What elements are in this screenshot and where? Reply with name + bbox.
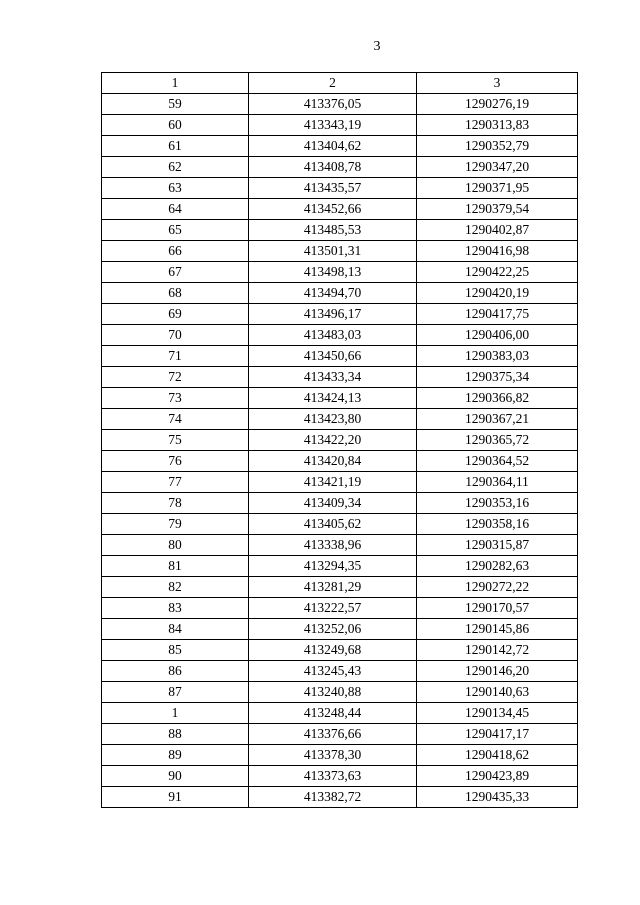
table-row [102, 199, 578, 220]
table-row [102, 493, 578, 514]
table-row [102, 241, 578, 262]
x-coordinate-cell: 413248,44 [249, 703, 417, 724]
x-coordinate-cell: 413435,57 [249, 178, 417, 199]
point-number-cell: 74 [102, 409, 249, 430]
y-coordinate-cell: 1290417,75 [417, 304, 578, 325]
point-number-cell: 64 [102, 199, 249, 220]
y-coordinate-cell: 1290276,19 [417, 94, 578, 115]
page-number-text: 3 [373, 39, 381, 54]
table-row [102, 220, 578, 241]
point-number-cell: 86 [102, 661, 249, 682]
point-number-cell: 77 [102, 472, 249, 493]
x-coordinate-cell: 413252,06 [249, 619, 417, 640]
x-coordinate-cell: 413240,88 [249, 682, 417, 703]
table-row [102, 325, 578, 346]
point-number-cell: 83 [102, 598, 249, 619]
y-coordinate-cell: 1290379,54 [417, 199, 578, 220]
x-coordinate-cell: 413281,29 [249, 577, 417, 598]
x-coordinate-cell: 413222,57 [249, 598, 417, 619]
point-number-cell: 81 [102, 556, 249, 577]
point-number-cell: 66 [102, 241, 249, 262]
table-row [102, 157, 578, 178]
x-coordinate-cell: 413433,34 [249, 367, 417, 388]
x-coordinate-cell: 413452,66 [249, 199, 417, 220]
x-coordinate-cell: 413483,03 [249, 325, 417, 346]
page-number [0, 38, 640, 56]
x-coordinate-cell: 413343,19 [249, 115, 417, 136]
y-coordinate-cell: 1290347,20 [417, 157, 578, 178]
table-row [102, 304, 578, 325]
point-number-cell: 71 [102, 346, 249, 367]
table-row [102, 115, 578, 136]
x-coordinate-cell: 413450,66 [249, 346, 417, 367]
table-row [102, 472, 578, 493]
table-row [102, 514, 578, 535]
table-row [102, 136, 578, 157]
y-coordinate-cell: 1290272,22 [417, 577, 578, 598]
y-coordinate-cell: 1290402,87 [417, 220, 578, 241]
point-number-cell: 79 [102, 514, 249, 535]
x-coordinate-cell: 413382,72 [249, 787, 417, 808]
y-coordinate-cell: 1290364,52 [417, 451, 578, 472]
point-number-cell: 80 [102, 535, 249, 556]
x-coordinate-cell: 413421,19 [249, 472, 417, 493]
column-header-3: 3 [417, 73, 578, 94]
table-row [102, 430, 578, 451]
table-row [102, 787, 578, 808]
y-coordinate-cell: 1290365,72 [417, 430, 578, 451]
x-coordinate-cell: 413373,63 [249, 766, 417, 787]
x-coordinate-cell: 413378,30 [249, 745, 417, 766]
x-coordinate-cell: 413420,84 [249, 451, 417, 472]
table-row [102, 367, 578, 388]
point-number-cell: 1 [102, 703, 249, 724]
y-coordinate-cell: 1290422,25 [417, 262, 578, 283]
table-row [102, 346, 578, 367]
header-row [102, 73, 578, 94]
table-row [102, 409, 578, 430]
y-coordinate-cell: 1290146,20 [417, 661, 578, 682]
x-coordinate-cell: 413376,66 [249, 724, 417, 745]
point-number-cell: 88 [102, 724, 249, 745]
table-row [102, 451, 578, 472]
y-coordinate-cell: 1290282,63 [417, 556, 578, 577]
coordinates-table [101, 72, 578, 808]
point-number-cell: 62 [102, 157, 249, 178]
x-coordinate-cell: 413249,68 [249, 640, 417, 661]
x-coordinate-cell: 413294,35 [249, 556, 417, 577]
y-coordinate-cell: 1290358,16 [417, 514, 578, 535]
y-coordinate-cell: 1290417,17 [417, 724, 578, 745]
table-row [102, 619, 578, 640]
point-number-cell: 87 [102, 682, 249, 703]
point-number-cell: 90 [102, 766, 249, 787]
table-row [102, 598, 578, 619]
table-row [102, 178, 578, 199]
x-coordinate-cell: 413422,20 [249, 430, 417, 451]
point-number-cell: 70 [102, 325, 249, 346]
point-number-cell: 65 [102, 220, 249, 241]
y-coordinate-cell: 1290364,11 [417, 472, 578, 493]
y-coordinate-cell: 1290435,33 [417, 787, 578, 808]
table-row [102, 577, 578, 598]
y-coordinate-cell: 1290423,89 [417, 766, 578, 787]
table-row [102, 703, 578, 724]
point-number-cell: 72 [102, 367, 249, 388]
table-row [102, 640, 578, 661]
y-coordinate-cell: 1290140,63 [417, 682, 578, 703]
y-coordinate-cell: 1290420,19 [417, 283, 578, 304]
point-number-cell: 59 [102, 94, 249, 115]
x-coordinate-cell: 413501,31 [249, 241, 417, 262]
y-coordinate-cell: 1290406,00 [417, 325, 578, 346]
point-number-cell: 78 [102, 493, 249, 514]
x-coordinate-cell: 413485,53 [249, 220, 417, 241]
y-coordinate-cell: 1290416,98 [417, 241, 578, 262]
point-number-cell: 89 [102, 745, 249, 766]
point-number-cell: 73 [102, 388, 249, 409]
y-coordinate-cell: 1290170,57 [417, 598, 578, 619]
y-coordinate-cell: 1290142,72 [417, 640, 578, 661]
column-header-1: 1 [102, 73, 249, 94]
point-number-cell: 82 [102, 577, 249, 598]
y-coordinate-cell: 1290315,87 [417, 535, 578, 556]
table-row [102, 745, 578, 766]
y-coordinate-cell: 1290418,62 [417, 745, 578, 766]
point-number-cell: 91 [102, 787, 249, 808]
x-coordinate-cell: 413409,34 [249, 493, 417, 514]
y-coordinate-cell: 1290134,45 [417, 703, 578, 724]
x-coordinate-cell: 413408,78 [249, 157, 417, 178]
point-number-cell: 69 [102, 304, 249, 325]
table-header [102, 73, 578, 94]
table-row [102, 94, 578, 115]
point-number-cell: 68 [102, 283, 249, 304]
x-coordinate-cell: 413405,62 [249, 514, 417, 535]
x-coordinate-cell: 413494,70 [249, 283, 417, 304]
x-coordinate-cell: 413376,05 [249, 94, 417, 115]
table-row [102, 535, 578, 556]
y-coordinate-cell: 1290352,79 [417, 136, 578, 157]
y-coordinate-cell: 1290371,95 [417, 178, 578, 199]
point-number-cell: 63 [102, 178, 249, 199]
point-number-cell: 84 [102, 619, 249, 640]
x-coordinate-cell: 413423,80 [249, 409, 417, 430]
table-row [102, 262, 578, 283]
table-row [102, 388, 578, 409]
y-coordinate-cell: 1290145,86 [417, 619, 578, 640]
point-number-cell: 60 [102, 115, 249, 136]
column-header-2: 2 [249, 73, 417, 94]
table-row [102, 661, 578, 682]
x-coordinate-cell: 413245,43 [249, 661, 417, 682]
y-coordinate-cell: 1290366,82 [417, 388, 578, 409]
point-number-cell: 75 [102, 430, 249, 451]
table-row [102, 766, 578, 787]
table-row [102, 556, 578, 577]
x-coordinate-cell: 413424,13 [249, 388, 417, 409]
x-coordinate-cell: 413496,17 [249, 304, 417, 325]
point-number-cell: 67 [102, 262, 249, 283]
x-coordinate-cell: 413498,13 [249, 262, 417, 283]
y-coordinate-cell: 1290353,16 [417, 493, 578, 514]
y-coordinate-cell: 1290313,83 [417, 115, 578, 136]
x-coordinate-cell: 413404,62 [249, 136, 417, 157]
y-coordinate-cell: 1290367,21 [417, 409, 578, 430]
table-row [102, 283, 578, 304]
table-row [102, 682, 578, 703]
x-coordinate-cell: 413338,96 [249, 535, 417, 556]
table-row [102, 724, 578, 745]
point-number-cell: 76 [102, 451, 249, 472]
point-number-cell: 61 [102, 136, 249, 157]
y-coordinate-cell: 1290375,34 [417, 367, 578, 388]
y-coordinate-cell: 1290383,03 [417, 346, 578, 367]
table-body [102, 94, 578, 808]
point-number-cell: 85 [102, 640, 249, 661]
